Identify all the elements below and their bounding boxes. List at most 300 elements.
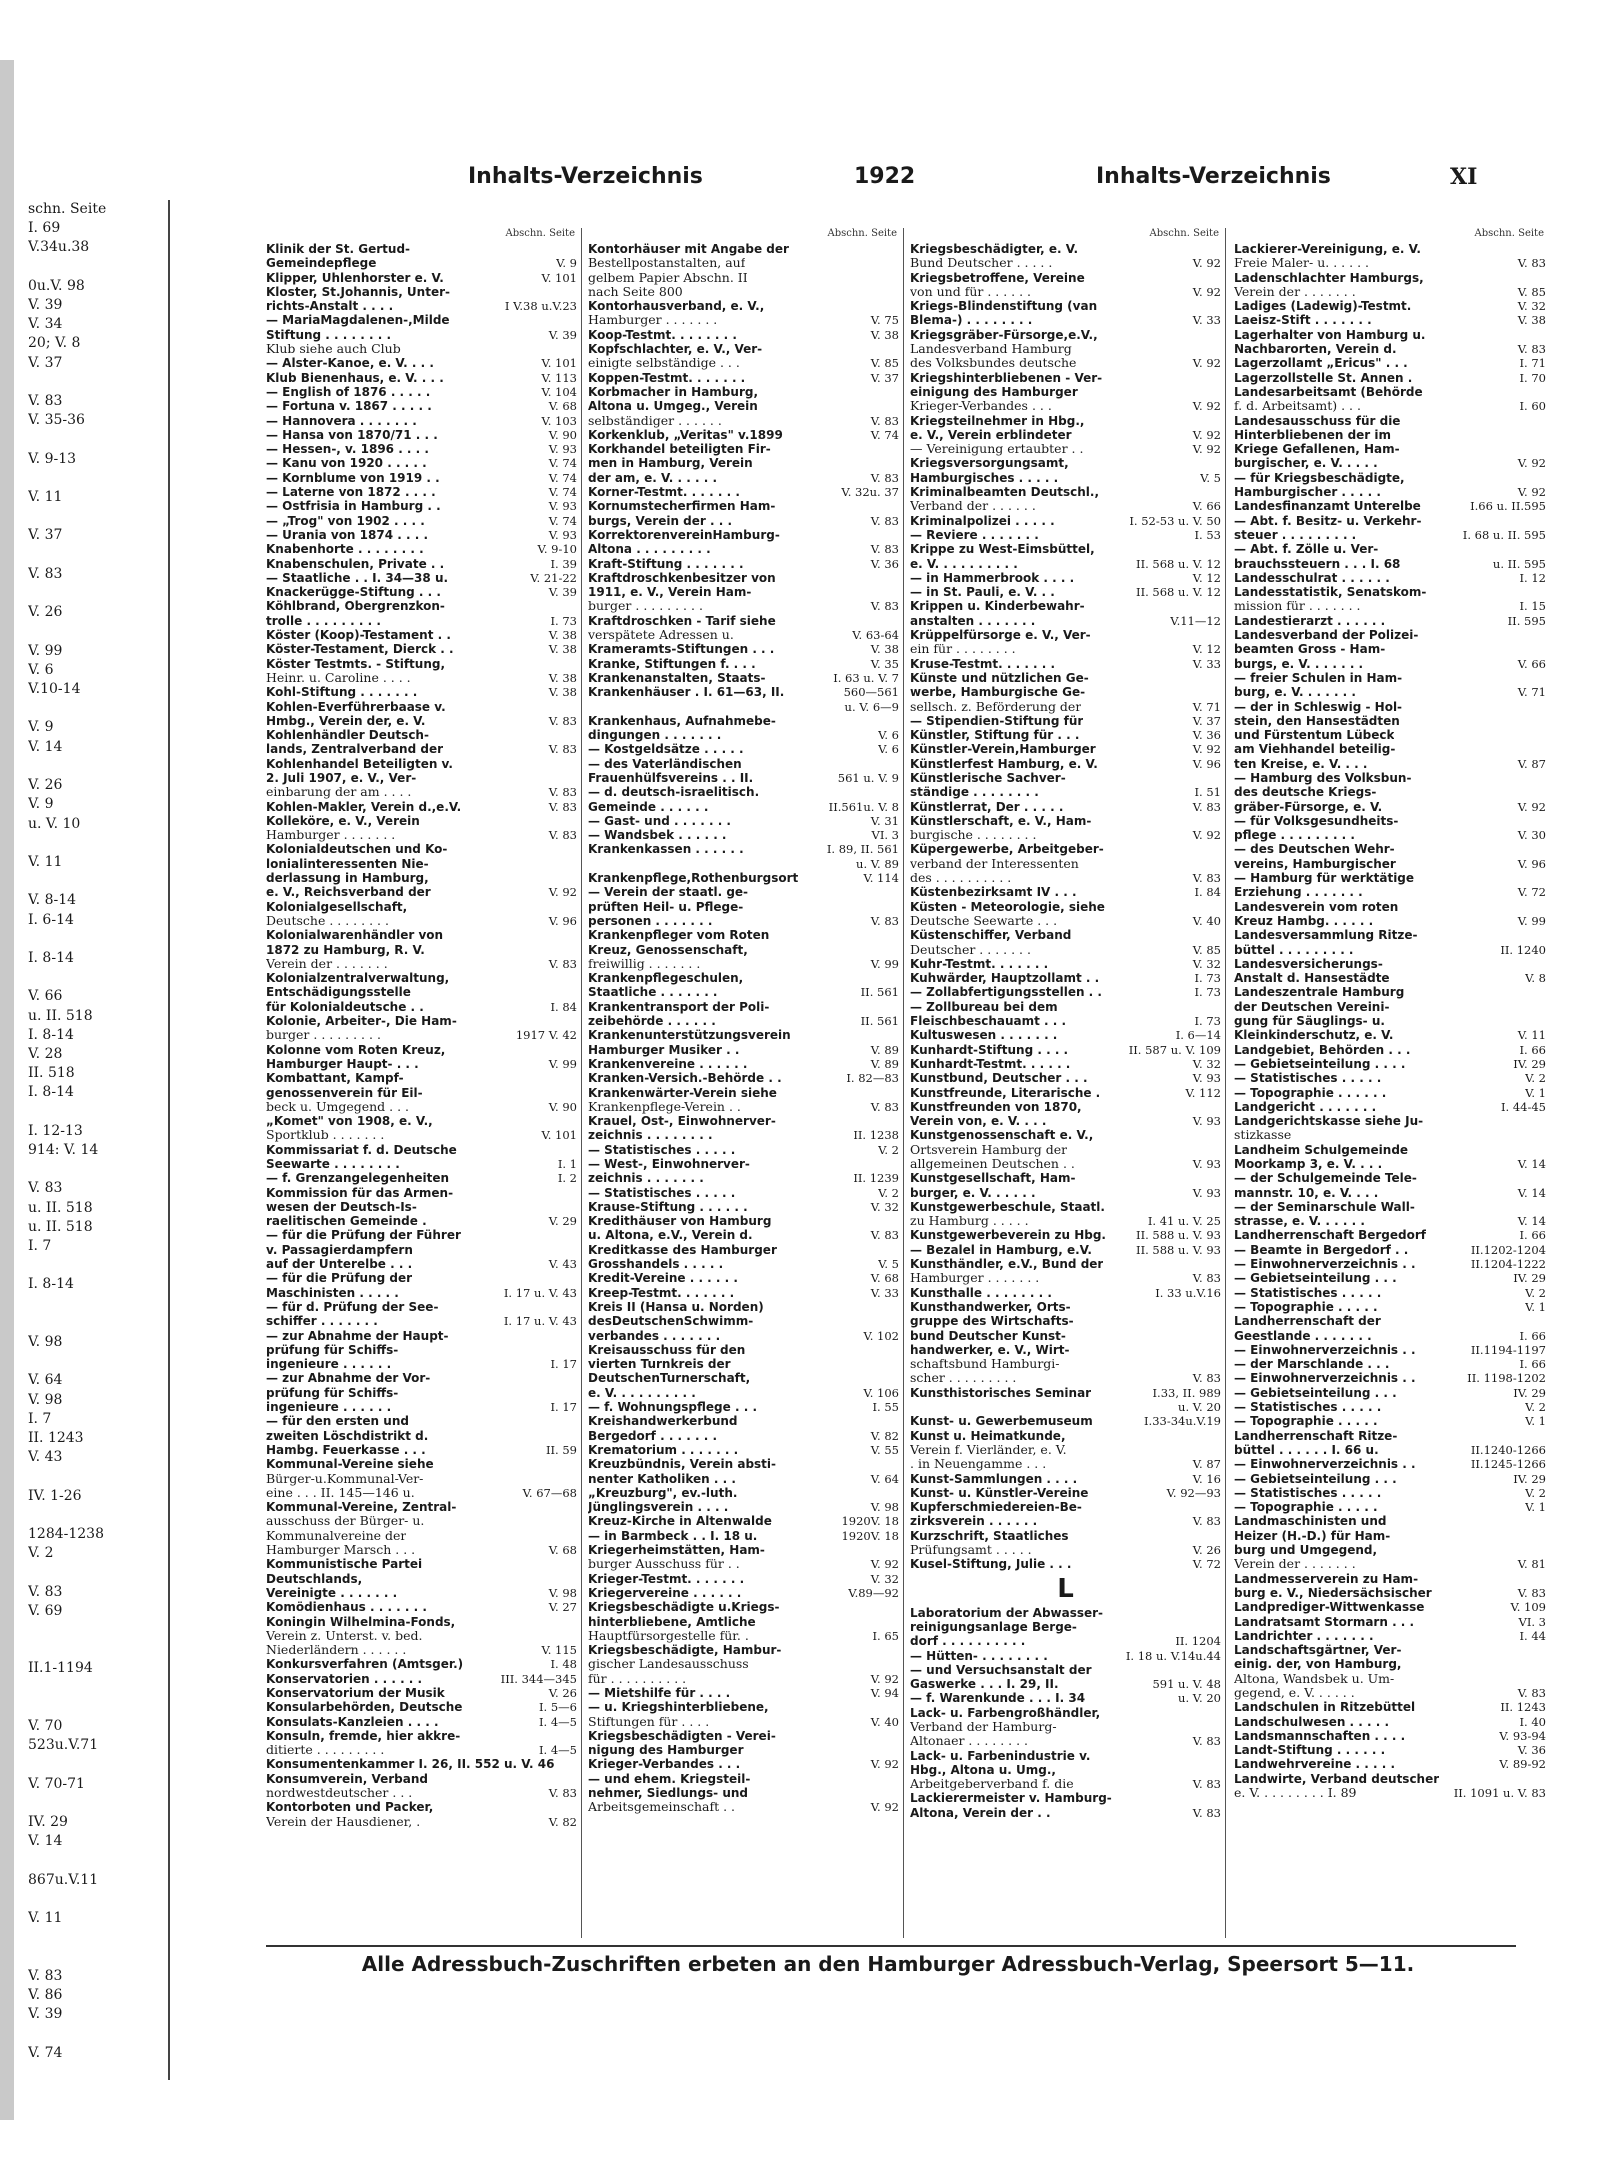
entry-name: — Stipendien-Stiftung für: [910, 713, 1084, 728]
entry-name: Korbmacher in Hamburg,: [588, 384, 759, 399]
index-entry: [910, 814, 1221, 828]
entry-name: Verein der . . . . . . .: [1234, 1557, 1356, 1572]
entry-name: Kommunistische Partei: [266, 1557, 423, 1572]
entry-reference: V. 89: [870, 1056, 899, 1071]
strip-line: V. 98: [28, 1333, 63, 1350]
index-entry: [1234, 1529, 1546, 1543]
entry-name: Landheim Schulgemeinde: [1234, 1142, 1409, 1157]
entry-reference: 1917 V. 42: [515, 1028, 577, 1043]
entry-name: — für d. Prüfung der See-: [266, 1299, 439, 1314]
index-entry: [1234, 785, 1546, 799]
index-entry: [266, 1729, 577, 1743]
index-entry: [266, 328, 577, 342]
entry-reference: V. 38: [548, 628, 577, 643]
index-entry: [266, 1157, 577, 1171]
index-entry: [1234, 700, 1546, 714]
entry-name: Klinik der St. Gertud-: [266, 242, 411, 256]
strip-line: 914: V. 14: [28, 1141, 99, 1158]
index-entry: [910, 471, 1221, 485]
entry-reference: II. 1198-1202: [1467, 1371, 1546, 1386]
entry-name: Krematorium . . . . . . .: [588, 1442, 739, 1457]
index-entry: [266, 542, 577, 556]
entry-name: Hamburgisches . . . . .: [910, 470, 1059, 485]
entry-name: Kurzschrift, Staatliches: [910, 1528, 1069, 1543]
index-entry: [588, 299, 899, 313]
strip-line: [28, 584, 168, 603]
entry-name: — für Kriegsbeschädigte,: [1234, 470, 1405, 485]
entry-name: — Abt. f. Zölle u. Ver-: [1234, 542, 1379, 557]
index-entry: [1234, 857, 1546, 871]
entry-name: Landgerichtskasse siehe Ju-: [1234, 1114, 1424, 1129]
entry-name: Altonaer . . . . . . . .: [910, 1734, 1029, 1749]
entry-name: — in Barmbeck . . I. 18 u.: [588, 1528, 758, 1543]
index-entry: [266, 1657, 577, 1671]
entry-reference: V. 5: [878, 1257, 899, 1272]
entry-name: Landwirte, Verband deutscher: [1234, 1771, 1440, 1786]
entry-name: prüften Heil- u. Pflege-: [588, 899, 744, 914]
index-entry: [910, 242, 1221, 256]
index-entry: [910, 285, 1221, 299]
entry-name: dorf . . . . . . . . . .: [910, 1634, 1026, 1649]
index-entry: [1234, 1786, 1546, 1800]
index-entry: [910, 1200, 1221, 1214]
entry-reference: V. 83: [1517, 342, 1546, 357]
entry-name: — für die Prüfung der: [266, 1271, 413, 1286]
entry-reference: V. 83: [870, 1099, 899, 1114]
entry-name: — Hamburg des Volksbun-: [1234, 770, 1412, 785]
strip-line: u. II. 518: [28, 1199, 93, 1216]
entry-name: — für die Prüfung der Führer: [266, 1228, 461, 1243]
index-entry: [266, 1457, 577, 1471]
entry-name: — in St. Pauli, e. V. . .: [910, 585, 1055, 600]
index-entry: [1234, 1300, 1546, 1314]
entry-name: Landt-Stiftung . . . . . .: [1234, 1743, 1386, 1758]
entry-name: Küstenschiffer, Verband: [910, 928, 1072, 943]
entry-name: — des Deutschen Wehr-: [1234, 842, 1395, 857]
index-entry: [1234, 1472, 1546, 1486]
index-entry: [1234, 271, 1546, 285]
entry-name: Kunst- u. Gewerbemuseum: [910, 1414, 1093, 1429]
entry-reference: II. 1091 u. V. 83: [1453, 1786, 1546, 1801]
index-entry: [1234, 671, 1546, 685]
entry-name: — West-, Einwohnerver-: [588, 1157, 750, 1171]
entry-name: Krüppelfürsorge e. V., Ver-: [910, 628, 1091, 643]
index-entry: [1234, 714, 1546, 728]
entry-reference: II. 588 u. V. 93: [1136, 1242, 1221, 1257]
index-entry: [910, 900, 1221, 914]
index-entry: [910, 1706, 1221, 1720]
index-entry: [910, 313, 1221, 327]
index-entry: [588, 371, 899, 385]
index-entry: [1234, 914, 1546, 928]
index-entry: [266, 1815, 577, 1829]
index-entry: [266, 985, 577, 999]
index-entry: [588, 485, 899, 499]
entry-reference: V. 92: [870, 1557, 899, 1572]
entry-name: prüfung für Schiffs-: [266, 1342, 399, 1357]
index-entry: [910, 1214, 1221, 1228]
index-entry: [910, 957, 1221, 971]
index-entry: [266, 1586, 577, 1600]
index-entry: [266, 1529, 577, 1543]
entry-reference: II. 1204: [1175, 1634, 1221, 1649]
entry-name: Klipper, Uhlenhorster e. V.: [266, 270, 444, 285]
index-entry: [266, 456, 577, 470]
entry-name: Konsumverein, Verband: [266, 1771, 428, 1786]
index-entry: [588, 685, 899, 699]
entry-name: — Hansa von 1870/71 . . .: [266, 427, 438, 442]
entry-name: Kupferschmiedereien-Be-: [910, 1500, 1082, 1515]
entry-reference: V. 83: [1517, 256, 1546, 271]
index-entry: [910, 1663, 1221, 1677]
index-entry: [266, 313, 577, 327]
strip-line: u. V. 10: [28, 815, 81, 832]
index-entry: [588, 1343, 899, 1357]
entry-name: Krankenhäuser . I. 61—63, II.: [588, 685, 785, 700]
entry-name: Gaswerke . . . I. 29, II.: [910, 1677, 1059, 1692]
strip-line: V.10-14: [28, 681, 81, 698]
index-entry: [910, 1734, 1221, 1748]
index-entry: [588, 1500, 899, 1514]
entry-reference: V. 75: [870, 313, 899, 328]
entry-name: — für den ersten und: [266, 1414, 409, 1429]
page: [28, 120, 1546, 2120]
index-entry: [910, 399, 1221, 413]
entry-reference: I. 66: [1519, 1328, 1546, 1343]
index-entry: [266, 1343, 577, 1357]
entry-name: Landesverein vom roten: [1234, 899, 1399, 914]
entry-name: Kreishandwerkerbund: [588, 1414, 738, 1429]
index-column-2: [588, 228, 904, 1938]
entry-name: Jünglingsverein . . . .: [588, 1500, 729, 1515]
entry-name: — Einwohnerverzeichnis . .: [1234, 1371, 1416, 1386]
entry-name: men in Hamburg, Verein: [588, 456, 753, 471]
entry-name: Maschinisten . . . . .: [266, 1285, 399, 1300]
index-entry: [588, 943, 899, 957]
entry-reference: V. 32u. 37: [841, 485, 899, 500]
entry-name: werbe, Hamburgische Ge-: [910, 685, 1086, 700]
entry-name: burger . . . . . . . . .: [588, 599, 703, 614]
index-entry: [910, 1500, 1221, 1514]
entry-name: Krameramts-Stiftungen . . .: [588, 642, 775, 657]
entry-name: Altona, Wandsbek u. Um-: [1234, 1671, 1395, 1686]
entry-name: — d. deutsch-israelitisch.: [588, 785, 760, 800]
entry-reference: V. 92: [1192, 427, 1221, 442]
entry-reference: V. 92: [1192, 399, 1221, 414]
index-entry: [266, 1071, 577, 1085]
entry-reference: V. 37: [870, 370, 899, 385]
index-entry: [266, 1228, 577, 1242]
index-entry: [910, 1777, 1221, 1791]
index-entry: [910, 1057, 1221, 1071]
entry-name: Kolonialzentralverwaltung,: [266, 971, 450, 986]
index-entry: [910, 1028, 1221, 1042]
index-entry: [1234, 313, 1546, 327]
entry-name: ditierte . . . . . . . . .: [266, 1743, 385, 1758]
entry-reference: V. 14: [1517, 1157, 1546, 1171]
entry-name: Deutsche . . . . . . . .: [266, 913, 389, 928]
index-entry: [1234, 542, 1546, 556]
entry-name: zeichnis . . . . . . .: [588, 1171, 704, 1186]
index-entry: [588, 1772, 899, 1786]
index-entry: [910, 671, 1221, 685]
entry-name: Kunhardt-Testmt. . . . . .: [910, 1056, 1071, 1071]
entry-name: Krieger-Verbandes . . .: [910, 399, 1052, 414]
index-entry: [1234, 485, 1546, 499]
index-entry: [266, 1557, 577, 1571]
entry-name: Lackierermeister v. Hamburg-: [910, 1791, 1112, 1806]
entry-name: Koningin Wilhelmina-Fonds,: [266, 1614, 456, 1629]
index-entry: [910, 1557, 1221, 1571]
entry-reference: I. 39: [550, 556, 577, 571]
index-entry: [588, 1314, 899, 1328]
index-entry: [1234, 1657, 1546, 1671]
index-entry: [1234, 1414, 1546, 1428]
entry-reference: V. 38: [548, 642, 577, 657]
index-entry: [910, 614, 1221, 628]
entry-name: — Alster-Kanoe, e. V. . . .: [266, 356, 434, 371]
index-entry: [266, 614, 577, 628]
entry-reference: V. 98: [870, 1500, 899, 1515]
entry-name: Vereinigte . . . . . . .: [266, 1585, 398, 1600]
entry-name: mannstr. 10, e. V. . . .: [1234, 1185, 1379, 1200]
index-entry: [266, 1715, 577, 1729]
entry-reference: V. 83: [870, 470, 899, 485]
entry-reference: V. 98: [548, 1585, 577, 1600]
index-entry: [1234, 1672, 1546, 1686]
index-entry: [1234, 385, 1546, 399]
index-entry: [266, 685, 577, 699]
strip-line: I. 8-14: [28, 1084, 74, 1101]
entry-name: Krippen u. Kinderbewahr-: [910, 599, 1085, 614]
index-entry: [588, 842, 899, 856]
entry-name: handwerker, e. V., Wirt-: [910, 1342, 1070, 1357]
entry-reference: V. 90: [548, 1099, 577, 1114]
strip-line: V. 98: [28, 1391, 63, 1408]
index-entry: [588, 1086, 899, 1100]
index-entry: [588, 271, 899, 285]
entry-name: — Urania von 1874 . . . .: [266, 527, 428, 542]
entry-name: beck u. Umgegend . . .: [266, 1099, 410, 1114]
entry-reference: V. 83: [1517, 1685, 1546, 1700]
strip-line: [28, 968, 168, 987]
index-entry: [266, 1329, 577, 1343]
entry-reference: V. 38: [548, 685, 577, 700]
entry-reference: II.561u. V. 8: [828, 799, 899, 814]
entry-name: Kunstfreunden von 1870,: [910, 1099, 1082, 1114]
index-entry: [588, 1457, 899, 1471]
index-entry: [1234, 1557, 1546, 1571]
index-entry: [588, 914, 899, 928]
entry-reference: V. 83: [548, 713, 577, 728]
index-entry: [266, 657, 577, 671]
strip-line: [28, 757, 168, 776]
column-header: Abschn. Seite: [505, 228, 575, 239]
entry-reference: V. 36: [1517, 1743, 1546, 1758]
entry-name: — Vereinigung ertaubter . .: [910, 442, 1084, 457]
entry-name: — Hessen-, v. 1896 . . . .: [266, 442, 429, 457]
index-entry: [910, 1300, 1221, 1314]
index-entry: [1234, 1343, 1546, 1357]
entry-name: — Ostfrisia in Hamburg . .: [266, 499, 441, 514]
entry-name: Laeisz-Stift . . . . . . .: [1234, 313, 1372, 328]
entry-name: schiffer . . . . . . .: [266, 1314, 378, 1329]
entry-name: Lackierer-Vereinigung, e. V.: [1234, 242, 1421, 256]
index-entry: [910, 928, 1221, 942]
index-page: [248, 140, 1546, 2070]
index-entry: [1234, 1143, 1546, 1157]
entry-reference: I. 33 u.V.16: [1155, 1285, 1221, 1300]
entry-name: Landesversammlung Ritze-: [1234, 928, 1418, 943]
entry-reference: V. 92: [1192, 742, 1221, 757]
entry-reference: II. 59: [545, 1442, 577, 1457]
entry-reference: V. 33: [1192, 313, 1221, 328]
strip-line: I. 6-14: [28, 911, 74, 928]
index-entry: [910, 1228, 1221, 1242]
entry-name: Blema-) . . . . . . . .: [910, 313, 1033, 328]
index-entry: [588, 1257, 899, 1271]
index-entry: [588, 428, 899, 442]
entry-name: Altona, Verein der . .: [910, 1805, 1051, 1820]
index-entry: [588, 385, 899, 399]
entry-name: eine . . . II. 145—146 u.: [266, 1485, 415, 1500]
entry-name: Knabenschulen, Private . .: [266, 556, 445, 571]
index-entry: [588, 1414, 899, 1428]
entry-reference: V. 40: [870, 1714, 899, 1729]
entry-reference: I. 70: [1519, 370, 1546, 385]
index-entry: [588, 742, 899, 756]
entry-name: — des Vaterländischen: [588, 756, 742, 771]
index-entry: [266, 1600, 577, 1614]
index-entry: [1234, 1014, 1546, 1028]
index-entry: [588, 828, 899, 842]
index-entry: [1234, 885, 1546, 899]
entry-reference: V. 85: [1517, 284, 1546, 299]
entry-reference: V. 81: [1517, 1557, 1546, 1572]
entry-reference: V. 92: [870, 1671, 899, 1686]
index-entry: [910, 542, 1221, 556]
strip-line: V. 8-14: [28, 892, 77, 909]
column-header: Abschn. Seite: [1474, 228, 1544, 239]
entry-name: Kommunalvereine der: [266, 1528, 407, 1543]
entry-name: Landherrenschaft Ritze-: [1234, 1428, 1398, 1443]
entry-name: Landrichter . . . . . . .: [1234, 1628, 1374, 1643]
entry-name: zeibehörde . . . . . .: [588, 1014, 716, 1029]
entry-reference: V. 83: [1192, 871, 1221, 886]
index-entry: [910, 1143, 1221, 1157]
index-entry: [266, 1014, 577, 1028]
entry-name: burgs, Verein der . . .: [588, 513, 733, 528]
entry-name: verbandes . . . . . . .: [588, 1328, 721, 1343]
index-entry: [266, 1543, 577, 1557]
entry-name: Landherrenschaft Bergedorf: [1234, 1228, 1427, 1243]
entry-reference: V. 93: [1192, 1071, 1221, 1086]
footer-rule: [266, 1945, 1516, 1947]
entry-reference: V. 82: [870, 1428, 899, 1443]
entry-reference: V. 12: [1192, 570, 1221, 585]
index-entry: [588, 571, 899, 585]
entry-name: — Mietshilfe für . . . .: [588, 1685, 731, 1700]
strip-line: V. 11: [28, 1910, 63, 1927]
entry-reference: I. 17 u. V. 43: [503, 1285, 577, 1300]
index-entry: [1234, 585, 1546, 599]
entry-reference: V. 36: [870, 556, 899, 571]
index-entry: [1234, 571, 1546, 585]
entry-reference: V. 90: [548, 427, 577, 442]
entry-reference: I. 41 u. V. 25: [1147, 1214, 1221, 1229]
index-entry: [1234, 1600, 1546, 1614]
index-entry: [1234, 642, 1546, 656]
strip-line: [28, 1679, 168, 1698]
entry-reference: V. 40: [1192, 913, 1221, 928]
index-entry: [588, 885, 899, 899]
strip-line: [28, 699, 168, 718]
entry-reference: V. 32: [1517, 299, 1546, 314]
entry-name: Altona . . . . . . . . .: [588, 542, 711, 557]
entry-reference: V. 26: [1192, 1543, 1221, 1558]
entry-name: Kriminalbeamten Deutschl.,: [910, 485, 1100, 500]
index-entry: [910, 1343, 1221, 1357]
entry-name: Kommissariat f. d. Deutsche: [266, 1142, 457, 1157]
entry-name: selbständiger . . . . . .: [588, 413, 722, 428]
entry-reference: 591 u. V. 48: [1152, 1677, 1221, 1692]
scan-gutter: [0, 60, 14, 2120]
entry-name: Korkhandel beteiligten Fir-: [588, 442, 771, 457]
index-entry: [588, 614, 899, 628]
entry-name: personen . . . . . . .: [588, 913, 713, 928]
header-right-title: Inhalts-Verzeichnis: [1096, 164, 1331, 189]
index-entry: [266, 1615, 577, 1629]
entry-reference: I. 40: [1519, 1714, 1546, 1729]
entry-name: Kriegsgräber-Fürsorge,e.V.,: [910, 327, 1098, 342]
index-entry: [1234, 1086, 1546, 1100]
entry-reference: I. 84: [1194, 885, 1221, 900]
entry-reference: V. 26: [548, 1685, 577, 1700]
index-entry: [910, 685, 1221, 699]
index-entry: [1234, 1200, 1546, 1214]
index-entry: [1234, 1357, 1546, 1371]
entry-reference: I. 6—14: [1175, 1028, 1221, 1043]
index-entry: [266, 642, 577, 656]
index-entry: [588, 585, 899, 599]
entry-name: Köster (Koop)-Testament . .: [266, 628, 451, 643]
entry-reference: V. 33: [1192, 656, 1221, 671]
entry-reference: V. 38: [870, 642, 899, 657]
entry-name: Kloster, St.Johannis, Unter-: [266, 284, 450, 299]
entry-reference: V. 14: [1517, 1185, 1546, 1200]
entry-name: — Statistisches . . . . .: [1234, 1400, 1382, 1415]
index-entry: [588, 957, 899, 971]
index-entry: [1234, 1772, 1546, 1786]
entry-name: Krauel, Ost-, Einwohnerver-: [588, 1114, 776, 1129]
index-entry: [588, 356, 899, 370]
entry-name: brauchssteuern . . . I. 68: [1234, 556, 1401, 571]
strip-line: V. 26: [28, 604, 63, 621]
index-entry: [910, 1543, 1221, 1557]
entry-name: pflege . . . . . . . . .: [1234, 828, 1355, 843]
entry-name: Hamburger Musiker . .: [588, 1042, 740, 1057]
entry-name: Krankenvereine . . . . . .: [588, 1056, 748, 1071]
entry-name: Kreep-Testmt. . . . . . .: [588, 1285, 735, 1300]
entry-reference: V. 93: [1192, 1185, 1221, 1200]
entry-name: Krankenpflege,Rothenburgsort: [588, 871, 799, 886]
entry-name: prüfung für Schiffs-: [266, 1385, 399, 1400]
entry-reference: II. 587 u. V. 109: [1128, 1042, 1221, 1057]
entry-reference: V. 38: [870, 327, 899, 342]
entry-reference: V. 12: [1192, 642, 1221, 657]
entry-name: einigte selbständige . . .: [588, 356, 740, 371]
index-entry: [1234, 1629, 1546, 1643]
